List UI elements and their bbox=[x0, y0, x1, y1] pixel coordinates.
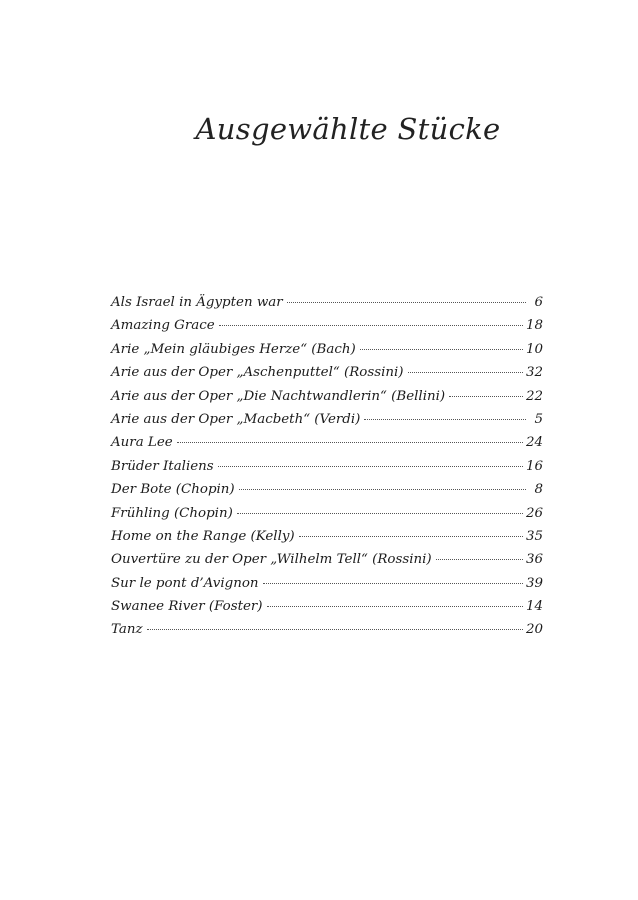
dot-leader bbox=[360, 349, 523, 350]
toc-entry-page: 8 bbox=[534, 482, 543, 498]
dot-leader bbox=[218, 466, 523, 467]
toc-entry bbox=[111, 529, 543, 552]
toc-entry-title: Arie aus der Oper „Macbeth“ (Verdi) bbox=[111, 411, 361, 427]
toc-entry-title: Aura Lee bbox=[111, 435, 173, 451]
toc-entry-title: Arie aus der Oper „Aschenputtel“ (Rossini) bbox=[111, 365, 404, 381]
dot-leader bbox=[219, 325, 523, 326]
toc-entry-page: 36 bbox=[525, 552, 543, 568]
toc-entry-title: Frühling (Chopin) bbox=[111, 505, 233, 521]
toc-entry bbox=[111, 342, 543, 365]
toc-entry-page: 35 bbox=[525, 528, 543, 544]
toc-entry-page: 10 bbox=[525, 341, 543, 357]
dot-leader bbox=[147, 629, 523, 630]
toc-entry bbox=[111, 389, 543, 412]
toc-entry-page: 14 bbox=[525, 599, 543, 615]
dot-leader bbox=[364, 419, 526, 420]
toc-entry-page: 22 bbox=[525, 388, 543, 404]
toc-entry bbox=[111, 435, 543, 458]
toc-entry bbox=[111, 622, 543, 645]
toc-entry-title: Sur le pont d’Avignon bbox=[111, 575, 259, 591]
toc-entry-title: Amazing Grace bbox=[111, 318, 215, 334]
dot-leader bbox=[299, 536, 523, 537]
toc-entry-title: Brüder Italiens bbox=[111, 458, 214, 474]
toc-entry-page: 20 bbox=[525, 622, 543, 638]
table-of-contents bbox=[111, 295, 543, 646]
toc-entry-title: Als Israel in Ägypten war bbox=[111, 295, 283, 310]
dot-leader bbox=[263, 583, 523, 584]
dot-leader bbox=[177, 442, 523, 443]
toc-entry bbox=[111, 552, 543, 575]
toc-entry bbox=[111, 459, 543, 482]
toc-entry bbox=[111, 482, 543, 505]
dot-leader bbox=[237, 513, 523, 514]
dot-leader bbox=[449, 396, 523, 397]
toc-entry bbox=[111, 318, 543, 341]
dot-leader bbox=[267, 606, 523, 607]
toc-entry-title: Ouvertüre zu der Oper „Wilhelm Tell“ (Rossini) bbox=[111, 552, 432, 568]
toc-entry-title: Swanee River (Foster) bbox=[111, 599, 263, 615]
page-title: Ausgewählte Stücke bbox=[195, 112, 501, 146]
toc-entry-page: 39 bbox=[525, 575, 543, 591]
dot-leader bbox=[408, 372, 523, 373]
toc-entry bbox=[111, 576, 543, 599]
toc-entry bbox=[111, 506, 543, 529]
toc-entry-page: 6 bbox=[534, 295, 543, 310]
toc-entry bbox=[111, 412, 543, 435]
toc-entry-page: 16 bbox=[525, 458, 543, 474]
dot-leader bbox=[287, 302, 526, 303]
toc-entry-title: Der Bote (Chopin) bbox=[111, 482, 235, 498]
toc-entry bbox=[111, 365, 543, 388]
dot-leader bbox=[239, 489, 526, 490]
toc-entry-page: 18 bbox=[525, 318, 543, 334]
toc-entry-page: 26 bbox=[525, 505, 543, 521]
toc-entry-title: Arie „Mein gläubiges Herze“ (Bach) bbox=[111, 341, 356, 357]
toc-entry-page: 32 bbox=[525, 365, 543, 381]
toc-entry-page: 24 bbox=[525, 435, 543, 451]
toc-entry bbox=[111, 295, 543, 318]
toc-entry-title: Tanz bbox=[111, 622, 143, 638]
toc-entry-title: Arie aus der Oper „Die Nachtwandlerin“ (Bellini) bbox=[111, 388, 446, 404]
toc-entry-title: Home on the Range (Kelly) bbox=[111, 528, 295, 544]
toc-entry-page: 5 bbox=[534, 411, 543, 427]
dot-leader bbox=[436, 559, 523, 560]
toc-entry bbox=[111, 599, 543, 622]
